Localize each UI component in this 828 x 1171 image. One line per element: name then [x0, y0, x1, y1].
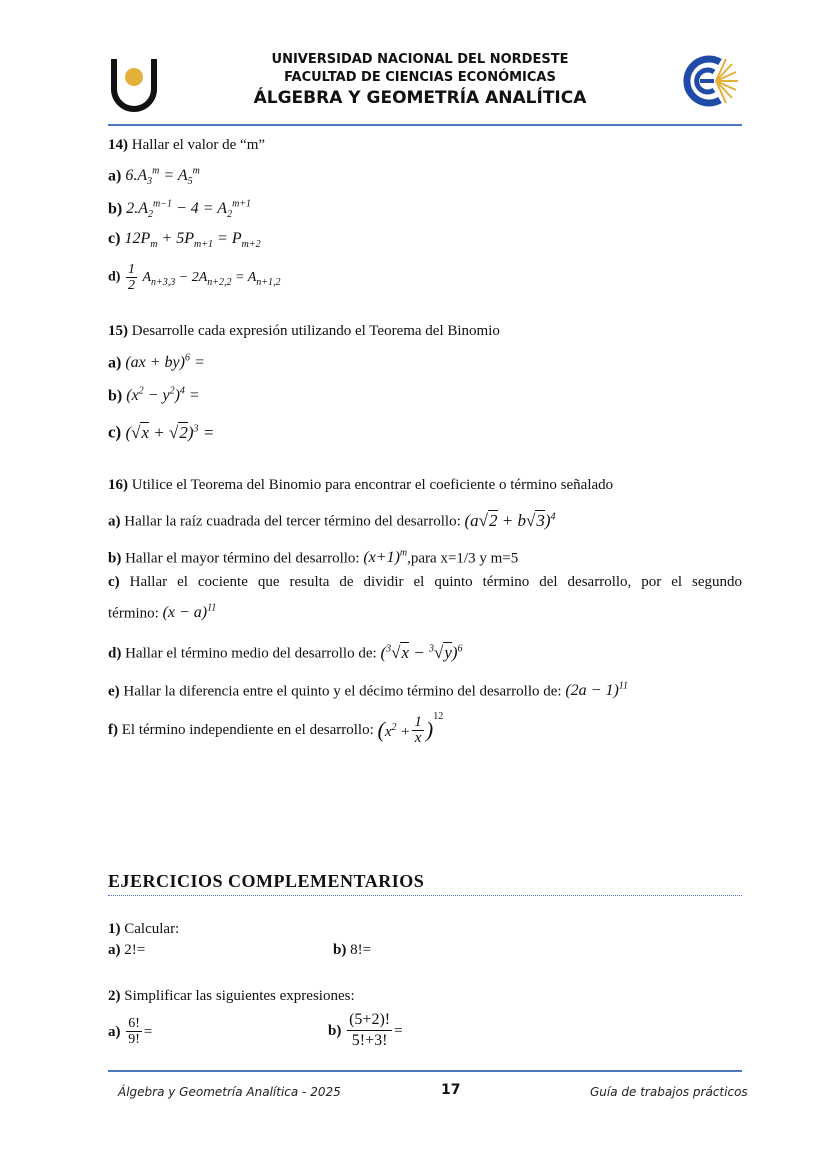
faculty-logo	[676, 50, 740, 112]
footer-left: Álgebra y Geometría Analítica - 2025	[118, 1085, 341, 1099]
footer-right: Guía de trabajos prácticos	[590, 1085, 748, 1099]
ex14-c: c) $12P_m + 5P_{m+1} = P_{m+2}$	[108, 230, 261, 251]
comp-ex2-title: 2) Simplificar las siguientes expresiones:	[108, 988, 355, 1004]
ex15-c: c) $(√x + √2)^3$ =	[108, 422, 215, 442]
ex16-b: b) Hallar el mayor término del desarrollo: $(x+1)^m,para$ x=1/3 y m=5	[108, 548, 519, 567]
university-logo	[110, 55, 158, 113]
complementarios-title: EJERCICIOS COMPLEMENTARIOS	[108, 871, 425, 891]
faculty-name: FACULTAD DE CIENCIAS ECONÓMICAS	[284, 70, 556, 85]
ex16-title: 16) Utilice el Teorema del Binomio para encontrar el coeficiente o término señalado	[108, 477, 614, 493]
ex14-title: 14) Hallar el valor de “m”	[108, 137, 266, 153]
ex14-b: b) $2.A_2^{m-1} - 4 = A_2^{m+1}$	[108, 199, 252, 221]
university-name: UNIVERSIDAD NACIONAL DEL NORDESTE	[271, 52, 569, 67]
ex16-c: c) Hallar el cociente que resulta de dividir el quinto término del desarrollo, por el segundo	[108, 574, 743, 590]
ex14-d: d) $\frac{1}{2}$ $A_{n+3,3} - 2A_{n+2,2} = A_{n+1,2}$	[108, 262, 281, 293]
comp-ex2-b: b) $\frac{(5+2)!}{5!+3!}$ =	[328, 1011, 403, 1049]
ex16-f: f) El término independiente en el desarrollo: ( $x^2$ + $\frac{1}{x}$ ) $^{12}$	[108, 711, 444, 746]
ex16-c-cont: término: $(x - a)^{11}$	[108, 603, 217, 622]
ex16-e: e) Hallar la diferencia entre el quinto y el décimo término del desarrollo de: $(2a - 1)^{11}$	[108, 681, 629, 700]
comp-ex2-a: a) $\frac{6!}{9!}$ =	[108, 1016, 153, 1047]
fce-logo-icon	[676, 50, 740, 112]
page-number: 17	[441, 1082, 461, 1098]
page-title: ÁLGEBRA Y GEOMETRÍA ANALÍTICA	[253, 88, 587, 108]
ex15-a: a) (ax + by)$^6$ =	[108, 353, 205, 372]
unne-logo-icon	[110, 55, 158, 113]
comp-ex1-b: b) 8!=	[333, 942, 372, 958]
section-divider	[108, 895, 742, 896]
ex16-d: d) Hallar el término medio del desarrollo de: $(^3√x - ^3√y)^6$	[108, 642, 463, 662]
ex14-a: a) $6.A_3^m = A_5^m$	[108, 166, 200, 188]
ex15-title: 15) Desarrolle cada expresión utilizando el Teorema del Binomio	[108, 323, 500, 339]
header-rule	[108, 124, 742, 126]
comp-ex1-a: a) 2!=	[108, 942, 146, 958]
comp-ex1-title: 1) Calcular:	[108, 921, 180, 937]
ex16-a: a) Hallar la raíz cuadrada del tercer término del desarrollo: $(a√2 + b√3)^4$	[108, 510, 556, 530]
ex15-b: b) $(x^2 - y^2)^4$ =	[108, 386, 200, 405]
footer-rule	[108, 1070, 742, 1072]
